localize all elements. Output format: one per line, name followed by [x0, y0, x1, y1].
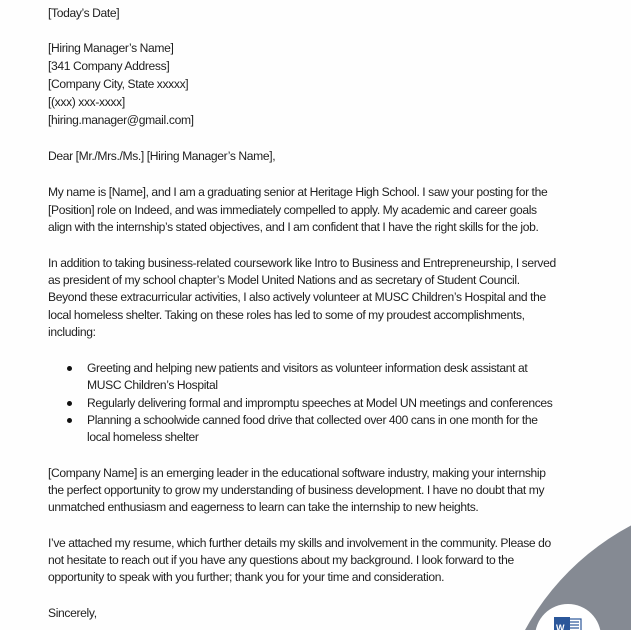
closing: Sincerely,: [48, 606, 97, 620]
paragraph-4-line: opportunity to speak with you further; thank you for your time and consideration.: [48, 570, 445, 584]
paragraph-2-line: as president of my school chapter’s Model United Nations and as secretary of Student Council.: [48, 273, 520, 287]
recipient-email: [hiring.manager@gmail.com]: [48, 113, 194, 127]
paragraph-2-line: In addition to taking business-related coursework like Intro to Business and Entrepreneurship, I served: [48, 256, 556, 270]
bullet-item-1-line: MUSC Children’s Hospital: [87, 378, 218, 392]
svg-text:W: W: [556, 623, 565, 630]
paragraph-1-line: align with the internship’s stated objectives, and I am confident that I have the right skills for the job.: [48, 220, 539, 234]
paragraph-3-line: [Company Name] is an emerging leader in the educational software industry, making your internship: [48, 466, 546, 480]
paragraph-4-line: I’ve attached my resume, which further details my skills and involvement in the community. Please do: [48, 536, 551, 550]
recipient-phone: [(xxx) xxx-xxxx]: [48, 95, 125, 109]
paragraph-2-line: including:: [48, 325, 96, 339]
bullet-icon: [67, 401, 72, 406]
bullet-item-3-line: local homeless shelter: [87, 430, 199, 444]
recipient-address: [341 Company Address]: [48, 59, 170, 73]
date-line: [Today’s Date]: [48, 6, 120, 20]
paragraph-1-line: [Position] role on Indeed, and was immediately compelled to apply. My academic and career goals: [48, 203, 537, 217]
paragraph-2-line: local homeless shelter. Taking on these roles has led to some of my proudest accomplishments,: [48, 308, 525, 322]
bullet-item-2-line: Regularly delivering formal and impromptu speeches at Model UN meetings and conferences: [87, 396, 553, 410]
recipient-name: [Hiring Manager’s Name]: [48, 41, 174, 55]
paragraph-3-line: the perfect opportunity to grow my understanding of business development. I have no doubt that my: [48, 483, 545, 497]
paragraph-4-line: not hesitate to reach out if you have any questions about my background. I look forward to the: [48, 553, 514, 567]
bullet-item-1-line: Greeting and helping new patients and visitors as volunteer information desk assistant at: [87, 361, 528, 375]
bullet-icon: [67, 418, 72, 423]
paragraph-3-line: unmatched enthusiasm and eagerness to learn can take the internship to new heights.: [48, 500, 479, 514]
paragraph-2-line: Beyond these extracurricular activities, I also actively volunteer at MUSC Children’s Hospital and the: [48, 290, 546, 304]
word-document-icon[interactable]: [553, 617, 583, 630]
recipient-city-state: [Company City, State xxxxx]: [48, 77, 189, 91]
salutation: Dear [Mr./Mrs./Ms.] [Hiring Manager’s Name],: [48, 149, 276, 163]
bullet-icon: [67, 366, 72, 371]
paragraph-1-line: My name is [Name], and I am a graduating senior at Heritage High School. I saw your posting for the: [48, 185, 548, 199]
bullet-item-3-line: Planning a schoolwide canned food drive that collected over 400 cans in one month for the: [87, 413, 538, 427]
